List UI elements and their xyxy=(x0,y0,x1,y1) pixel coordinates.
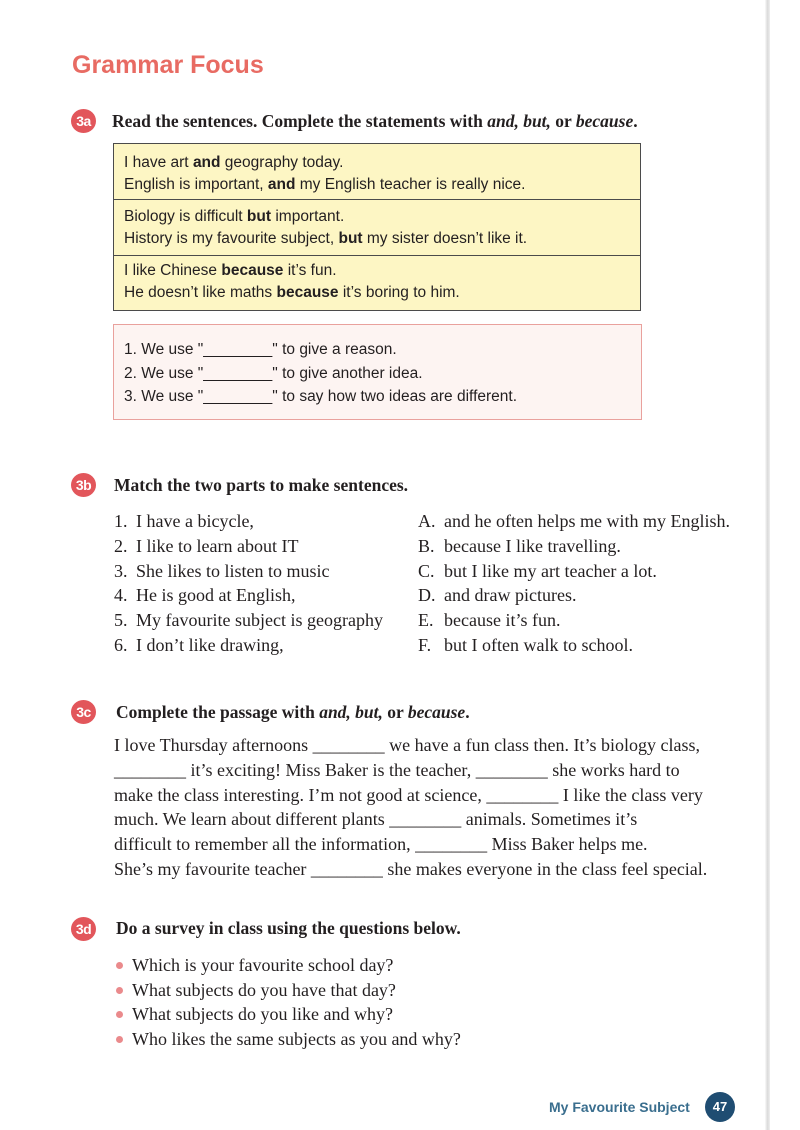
item-letter: C. xyxy=(418,560,435,581)
survey-question xyxy=(114,978,461,1003)
survey-questions xyxy=(114,953,461,1051)
passage-line: I love Thursday afternoons ________ we have a fun class then. It’s biology class, xyxy=(114,735,701,755)
example-group-because xyxy=(114,255,640,310)
match-item-c xyxy=(418,559,730,584)
example-sentence xyxy=(124,260,640,282)
example-sentence xyxy=(124,152,640,174)
exercise-3b-instruction: Match the two parts to make sentences. xyxy=(114,475,409,495)
question-text: Which is your favourite school day? xyxy=(132,955,394,975)
example-sentence xyxy=(124,282,640,304)
instruction-italic-word: because xyxy=(575,111,634,131)
question-text: What subjects do you have that day? xyxy=(132,979,396,1000)
statements-box xyxy=(113,324,642,420)
survey-question xyxy=(114,953,461,978)
sentence-text: my English teacher is really nice. xyxy=(295,176,526,193)
fill-in-passage xyxy=(114,733,707,882)
survey-question xyxy=(114,1027,461,1052)
conjunction-word: but xyxy=(338,230,363,247)
page-title: Grammar Focus xyxy=(72,51,264,79)
instruction-text: or xyxy=(382,702,408,722)
item-letter: F. xyxy=(418,634,432,655)
match-item-3 xyxy=(114,559,383,584)
match-item-1 xyxy=(114,509,383,534)
match-item-e xyxy=(418,608,730,633)
match-item-6 xyxy=(114,633,383,658)
instruction-text: Read the sentences. Complete the statements with xyxy=(112,111,488,131)
match-item-4 xyxy=(114,583,383,608)
item-number: 6. xyxy=(114,634,128,655)
item-text: because I like travelling. xyxy=(444,535,621,556)
sentence-text: important. xyxy=(271,208,345,225)
example-sentences-box xyxy=(113,143,641,311)
sentence-text: History is my favourite subject, xyxy=(124,230,339,247)
instruction-text: . xyxy=(633,111,638,131)
statement-1: 1. We use "________" to give a reason. xyxy=(124,341,397,358)
passage-line: much. We learn about different plants ________ animals. Sometimes it’s xyxy=(114,809,638,830)
sentence-text: Biology is difficult xyxy=(124,208,247,225)
item-letter: B. xyxy=(418,535,435,556)
sentence-text: English is important, xyxy=(124,176,268,193)
sentence-text: it’s boring to him. xyxy=(338,284,460,301)
match-item-b xyxy=(418,534,730,559)
instruction-text: Complete the passage with xyxy=(116,702,320,722)
item-text: I have a bicycle, xyxy=(136,511,254,531)
exercise-badge-3d: 3d xyxy=(71,917,96,941)
match-item-d xyxy=(418,583,730,608)
question-text: Who likes the same subjects as you and why? xyxy=(132,1028,461,1049)
survey-question xyxy=(114,1002,461,1027)
item-number: 2. xyxy=(114,535,128,556)
match-list-right xyxy=(418,509,730,658)
item-text: but I often walk to school. xyxy=(444,634,633,655)
match-item-a xyxy=(418,509,730,534)
exercise-3d-instruction: Do a survey in class using the questions below. xyxy=(116,918,461,938)
item-text: and draw pictures. xyxy=(444,585,577,606)
item-letter: A. xyxy=(418,511,436,531)
statement-2: 2. We use "________" to give another idea. xyxy=(124,364,423,382)
passage-line: ________ it’s exciting! Miss Baker is the teacher, ________ she works hard to xyxy=(114,759,680,780)
item-text: I don’t like drawing, xyxy=(136,634,284,655)
bullet-dot xyxy=(116,1011,123,1018)
instruction-italic-words: and, but, xyxy=(319,702,383,722)
bullet-dot xyxy=(116,987,123,994)
conjunction-word: because xyxy=(221,262,284,279)
example-group-but xyxy=(114,199,640,255)
instruction-text: . xyxy=(465,702,470,722)
item-text: I like to learn about IT xyxy=(136,535,299,556)
example-group-and xyxy=(114,144,640,199)
match-item-5 xyxy=(114,608,383,633)
match-list-left xyxy=(114,509,383,658)
item-text: and he often helps me with my English. xyxy=(444,511,730,531)
sentence-text: I have art xyxy=(124,154,193,171)
instruction-italic-words: and, but, xyxy=(487,111,551,131)
item-text: because it’s fun. xyxy=(444,610,561,631)
passage-line: difficult to remember all the information, ________ Miss Baker helps me. xyxy=(114,834,648,855)
exercise-badge-3c: 3c xyxy=(71,700,96,724)
item-letter: E. xyxy=(418,610,434,631)
conjunction-word: and xyxy=(267,176,296,193)
sentence-text: I like Chinese xyxy=(124,262,222,279)
item-text: My favourite subject is geography xyxy=(136,610,383,631)
passage-line: She’s my favourite teacher ________ she makes everyone in the class feel special. xyxy=(114,858,708,879)
bullet-dot xyxy=(116,1036,123,1043)
item-text: She likes to listen to music xyxy=(136,560,330,581)
exercise-badge-3a: 3a xyxy=(71,109,96,133)
sentence-text: my sister doesn’t like it. xyxy=(362,230,528,247)
exercise-3a-instruction xyxy=(112,110,638,132)
statement-3: 3. We use "________" to say how two ideas are different. xyxy=(124,388,518,405)
match-item-2 xyxy=(114,534,383,559)
example-sentence xyxy=(124,174,640,196)
passage-line: make the class interesting. I’m not good at science, ________ I like the class very xyxy=(114,784,703,805)
conjunction-word: but xyxy=(246,208,272,225)
item-number: 3. xyxy=(114,560,128,581)
page-number-badge: 47 xyxy=(705,1092,735,1122)
page-gutter-shadow xyxy=(765,0,770,1130)
item-number: 5. xyxy=(114,610,128,631)
sentence-text: geography today. xyxy=(220,154,344,171)
exercise-badge-3b: 3b xyxy=(71,473,96,497)
unit-title-footer: My Favourite Subject xyxy=(549,1099,690,1115)
bullet-dot xyxy=(116,962,123,969)
match-item-f xyxy=(418,633,730,658)
conjunction-word: because xyxy=(276,284,339,301)
example-sentence xyxy=(124,206,640,228)
exercise-3c-instruction xyxy=(116,701,470,723)
item-number: 4. xyxy=(114,585,128,606)
item-text: He is good at English, xyxy=(136,585,296,606)
item-number: 1. xyxy=(114,511,128,531)
instruction-italic-word: because xyxy=(407,702,466,722)
example-sentence xyxy=(124,228,640,250)
item-letter: D. xyxy=(418,585,436,606)
sentence-text: it’s fun. xyxy=(283,262,337,279)
instruction-text: or xyxy=(550,111,576,131)
sentence-text: He doesn’t like maths xyxy=(124,284,277,301)
item-text: but I like my art teacher a lot. xyxy=(444,560,657,581)
question-text: What subjects do you like and why? xyxy=(132,1004,393,1025)
conjunction-word: and xyxy=(192,154,221,171)
